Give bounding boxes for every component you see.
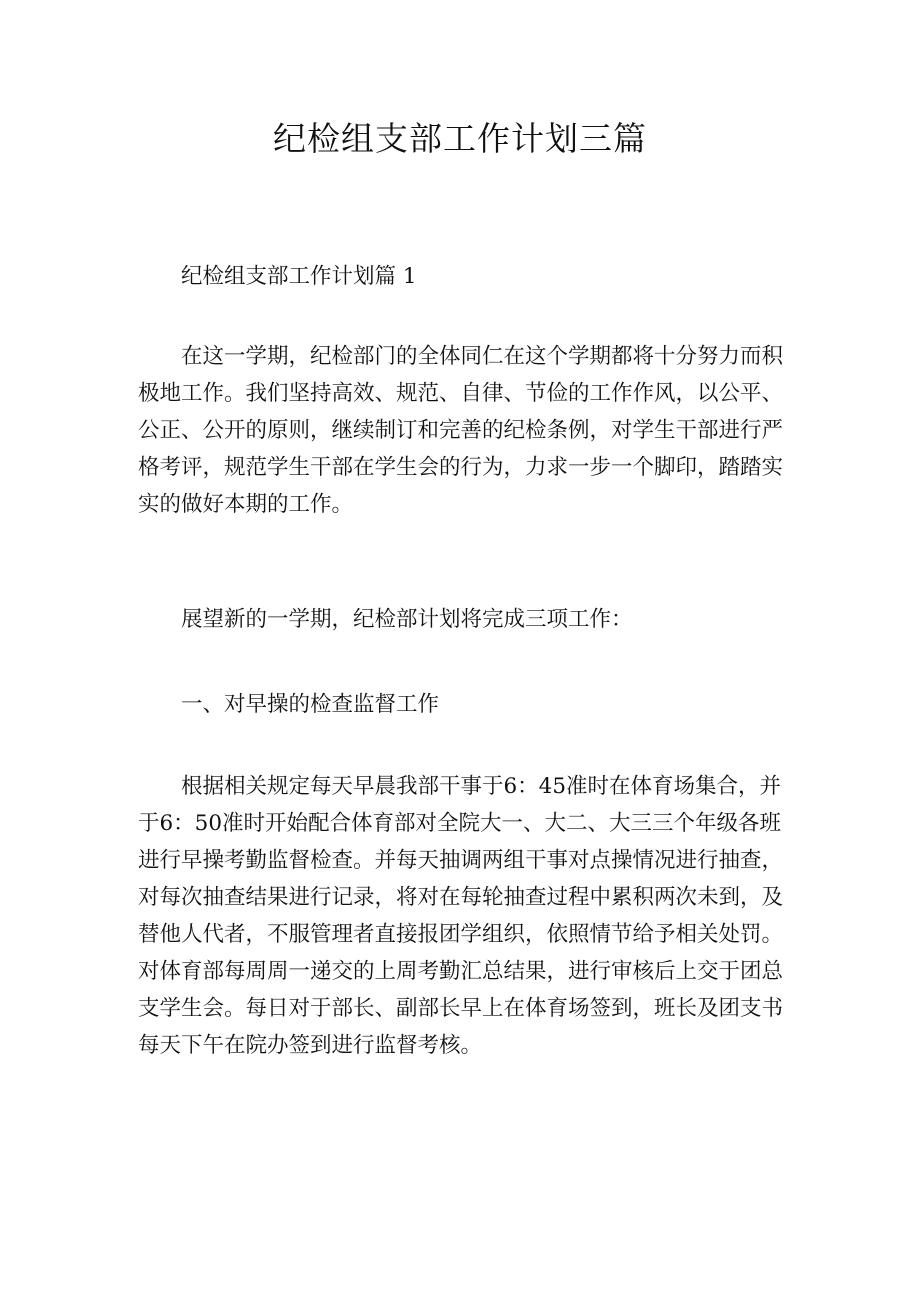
document-title: 纪检组支部工作计划三篇 <box>273 119 647 158</box>
section-one-heading: 一、对早操的检查监督工作 <box>181 692 440 717</box>
outlook-paragraph: 展望新的一学期，纪检部计划将完成三项工作： <box>181 607 633 632</box>
section-one-body: 根据相关规定每天早晨我部干事于6：45准时在体育场集合，并于6：50准时开始配合体育部对全院大一、大二、大三三个年级各班进行早操考勤监督检查。并每天抽调两组干事对点操情况进行抽查，对每次抽查结果进行记录，将对在每轮抽查过程中累积两次未到，及替他人代者，不服管理者直接报团学组织，依照情节给予相关处罚。对体育部每周周一递交的上周考勤汇总结果，进行审核后上交于团总支学生会。每日对于部长、副部长早上在体育场签到，班长及团支书每天下午在院办签到进行监督考核。 <box>138 774 784 1058</box>
section-subtitle: 纪检组支部工作计划篇 1 <box>181 264 417 289</box>
intro-paragraph: 在这一学期，纪检部门的全体同仁在这个学期都将十分努力而积极地工作。我们坚持高效、规范、自律、节俭的工作作风，以公平、公正、公开的原则，继续制订和完善的纪检条例，对学生干部进行严格考评，规范学生干部在学生会的行为，力求一步一个脚印，踏踏实实的做好本期的工作。 <box>138 344 784 517</box>
